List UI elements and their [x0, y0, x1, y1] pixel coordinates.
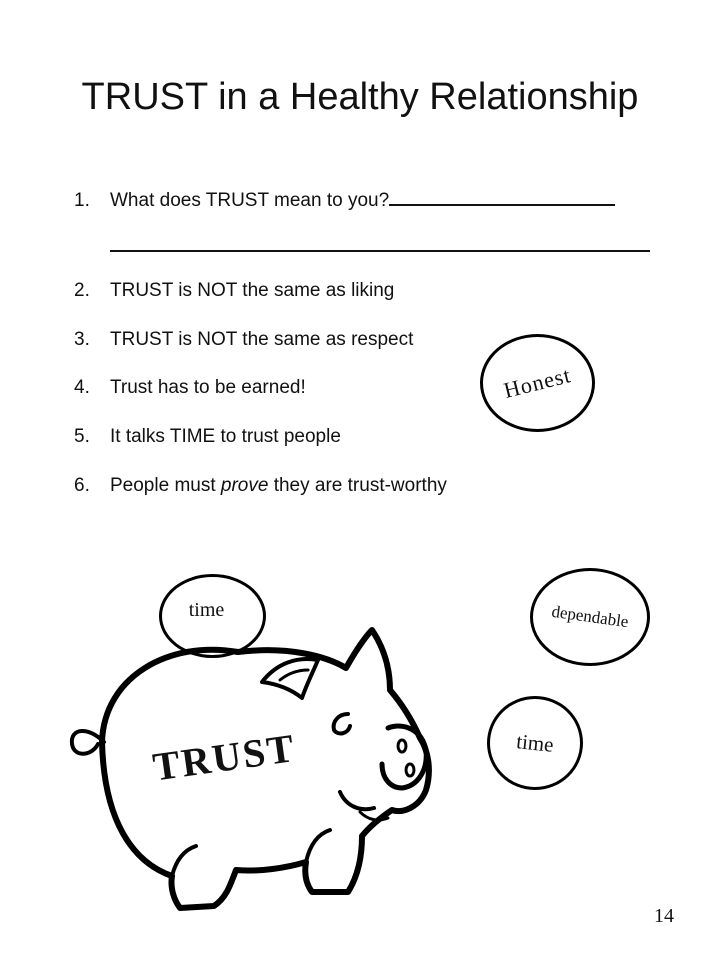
list-text: TRUST is NOT the same as liking: [110, 280, 395, 301]
page-number: 14: [654, 905, 674, 927]
piggy-bank-label: TRUST: [150, 725, 299, 790]
list-text: TRUST is NOT the same as respect: [110, 329, 414, 350]
list-text: What does TRUST mean to you?: [110, 190, 390, 211]
list-text-before: People must: [110, 475, 221, 496]
coin-label: time: [188, 598, 225, 621]
list-number: 3.: [74, 329, 90, 350]
list-number: 2.: [74, 280, 90, 301]
list-number: 4.: [74, 377, 90, 398]
coin-label: Honest: [501, 362, 574, 403]
list-number: 5.: [74, 426, 90, 447]
list-text-emphasis: prove: [220, 475, 269, 496]
list-text: It talks TIME to trust people: [110, 426, 341, 447]
list-text-after: they are trust-worthy: [268, 475, 447, 496]
page-title: TRUST in a Healthy Relationship: [81, 76, 639, 118]
list-text: Trust has to be earned!: [110, 377, 306, 398]
list-number: 1.: [74, 190, 90, 211]
coin-label: dependable: [550, 601, 630, 632]
list-number: 6.: [74, 475, 90, 496]
coin-label: time: [515, 728, 555, 757]
